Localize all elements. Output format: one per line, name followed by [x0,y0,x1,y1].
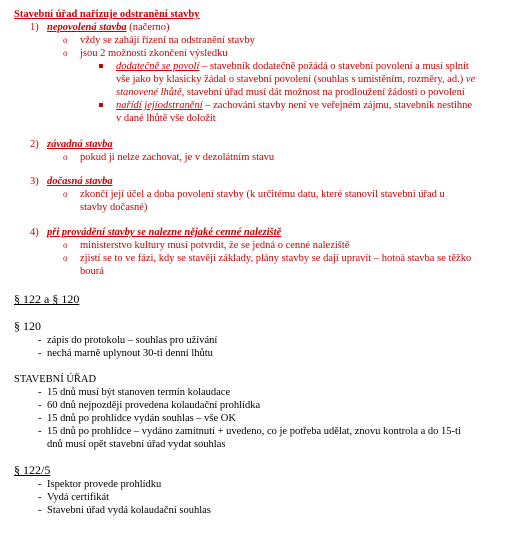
dash-bullet-icon: - [38,400,42,411]
list-item: Vydá certifikát [47,492,110,503]
list-item: 60 dnů nejpozději provedena kolaudační prohlídka [47,400,261,411]
dash-bullet-icon: - [38,479,42,490]
list-item: ministerstvo kultury musí potvrdit, že se jedná o cenné naleziště [80,240,350,251]
sub-item-line [116,99,472,112]
section2-number: 2) [30,139,39,150]
sub-item-text: vše jako by klasicky žádal o stavební povolení (souhlas s umístěním, rozměry, ad.) [116,74,464,85]
sub-item-lead: dodatečně se povolí [116,61,200,72]
sub-item-line [116,73,475,86]
list-item: 15 dnů musí být stanoven termín kolaudace [47,387,231,398]
section1-heading-suffix: (načerno) [126,22,170,33]
circle-bullet-icon: o [63,189,68,199]
stavebni-heading: STAVEBNÍ ÚŘAD [14,374,97,385]
s120-heading: § 120 [14,319,41,333]
dash-bullet-icon: - [38,426,42,437]
section4-number: 4) [30,227,39,238]
list-item: 15 dnů po prohlídce vydán souhlas – vše OK [47,413,236,424]
list-item: Stavební úřad vydá kolaudační souhlas [47,505,211,516]
circle-bullet-icon: o [63,240,68,250]
law-heading: § 122 a § 120 [14,292,80,306]
circle-bullet-icon: o [63,152,68,162]
sub-item-italic: stanovené lhůtě, [116,87,185,98]
sub-item-line [116,60,469,73]
list-item: Ispektor provede prohlídku [47,479,162,490]
list-item: zjistí se to ve fázi, kdy se stavějí základy, plány stavby se dají upravit – hotoá stavba se těžko [80,253,472,264]
section3-heading: dočasná stavba [47,176,113,187]
dash-bullet-icon: - [38,492,42,503]
section3-number: 3) [30,176,39,187]
dash-bullet-icon: - [38,387,42,398]
list-item: pokud ji nelze zachovat, je v dezolátním stavu [80,152,275,163]
sub-item-text: stavební úřad musí dát možnost na prodloužení žádosti o povolení [184,87,465,98]
sub-item-text: – stavebník dodatečně požádá o stavební povolení a musí splnit [199,61,469,72]
list-item: zápis do protokolu – souhlas pro užívání [47,335,218,346]
list-item-continuation: bourá [80,266,104,277]
dash-bullet-icon: - [38,348,42,359]
sub-item-lead: nařídí jejíodstranění [116,100,203,111]
dash-bullet-icon: - [38,505,42,516]
square-bullet-icon [99,103,103,107]
sub-item-line [116,86,465,99]
section1-number: 1) [30,22,39,33]
dash-bullet-icon: - [38,335,42,346]
list-item: nechá marně uplynout 30-ti denní lhůtu [47,348,213,359]
list-item: jsou 2 možnosti zkončení výsledku [80,48,228,59]
section1-heading-line [47,21,169,34]
section1-heading: nepovolená stavba [47,22,127,33]
list-item: 15 dnů po prohlídce – vydáno zamítnutí + uvedeno, co je potřeba udělat, znovu kontrola a do 15-ti [47,426,461,437]
section2-heading: závadná stavba [47,139,113,150]
circle-bullet-icon: o [63,48,68,58]
circle-bullet-icon: o [63,35,68,45]
list-item: zkončí její účel a doba povolení stavby (k určitému datu, které stanovil stavební úřad u [80,189,445,200]
square-bullet-icon [99,64,103,68]
s1225-heading: § 122/5 [14,463,51,477]
list-item-continuation: dnů musí opět stavební úřad vydat souhlas [47,439,226,450]
dash-bullet-icon: - [38,413,42,424]
sub-item-italic: ve [463,74,476,85]
page-title: Stavební úřad nařizuje odstranění stavby [14,9,200,20]
circle-bullet-icon: o [63,253,68,263]
section4-heading: při provádění stavby se nalezne nějaké cenné naleziště [47,227,282,238]
sub-item-line: v dané lhůtě vše doložit [116,113,216,124]
sub-item-text: – zachování stavby není ve veřejném zájmu, stavebník nestihne [202,100,473,111]
list-item: vždy se zahájí řízení na odstranění stavby [80,35,255,46]
list-item-continuation: stavby dočasné) [80,202,148,213]
